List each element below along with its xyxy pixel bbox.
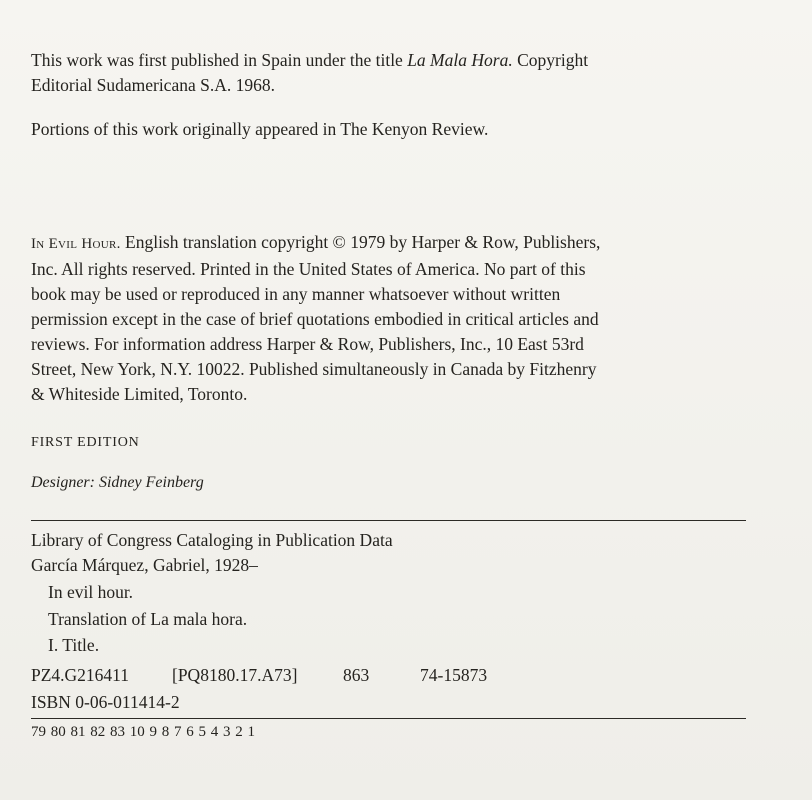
cip-author: García Márquez, Gabriel, 1928– (31, 555, 258, 575)
translation-line-3: book may be used or reproduced in any manner whatsoever without written (31, 284, 561, 304)
translation-line-7: & Whiteside Limited, Toronto. (31, 384, 248, 404)
original-notice-prefix: This work was first published in Spain under the title (31, 50, 408, 70)
cip-classification-line (31, 663, 731, 688)
original-publication-notice (31, 48, 588, 98)
cip-lc-number: PZ4.G216411 (31, 665, 130, 685)
print-line: 79 80 81 82 83 10 9 8 7 6 5 4 3 2 1 (31, 724, 255, 740)
book-title-small-caps: In Evil Hour. (31, 236, 121, 252)
translation-line-1 (31, 230, 600, 257)
designer-credit: Designer: Sidney Feinberg (31, 474, 204, 491)
original-notice-line-1 (31, 48, 588, 73)
translation-copyright-notice (31, 230, 600, 407)
cip-lccn: 74-15873 (420, 665, 488, 685)
translation-line-4: permission except in the case of brief quotations embodied in critical articles and (31, 309, 599, 329)
cip-alt-class: [PQ8180.17.A73] (172, 665, 298, 685)
edition-label: FIRST EDITION (31, 435, 140, 450)
cip-dewey: 863 (343, 665, 370, 685)
portions-notice: Portions of this work originally appeared in The Kenyon Review. (31, 119, 489, 139)
original-notice-line-2: Editorial Sudamericana S.A. 1968. (31, 75, 275, 95)
cip-translation-of: Translation of La mala hora. (48, 609, 248, 629)
original-notice-suffix: Copyright (512, 50, 589, 70)
translation-line-5: reviews. For information address Harper & Row, Publishers, Inc., 10 East 53rd (31, 334, 584, 354)
cip-bottom-rule (31, 718, 746, 719)
cip-heading: Library of Congress Cataloging in Publication Data (31, 530, 393, 550)
cip-top-rule (31, 520, 746, 521)
cip-subject: I. Title. (48, 635, 100, 655)
translation-line-1-rest: English translation copyright © 1979 by Harper & Row, Publishers, (120, 232, 601, 252)
translation-line-6: Street, New York, N.Y. 10022. Published simultaneously in Canada by Fitzhenry (31, 359, 597, 379)
cip-title: In evil hour. (48, 582, 134, 602)
cip-isbn: ISBN 0-06-011414-2 (31, 692, 180, 712)
translation-line-2: Inc. All rights reserved. Printed in the United States of America. No part of this (31, 259, 586, 279)
original-title: La Mala Hora. (407, 50, 513, 70)
